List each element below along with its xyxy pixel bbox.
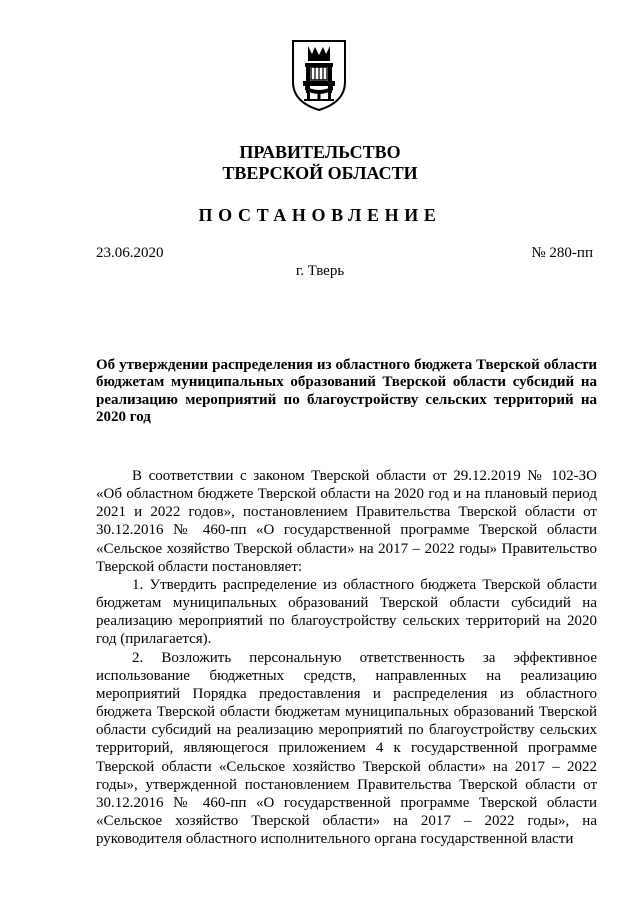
document-city: г. Тверь (295, 263, 345, 279)
coat-of-arms-icon (290, 38, 348, 112)
document-type: ПОСТАНОВЛЕНИЕ (198, 205, 442, 225)
document-title: Об утверждении распределения из областного бюджета Тверской области бюджетам муниципальных образований Тверской области субсидий на реализацию мероприятий по благоустройству сельских территорий на 2020 год (96, 357, 597, 426)
org-line-1: ПРАВИТЕЛЬСТВО (239, 142, 401, 162)
org-line-2: ТВЕРСКОЙ ОБЛАСТИ (222, 163, 418, 183)
document-date: 23.06.2020 (96, 245, 164, 261)
organization-name (0, 142, 640, 184)
paragraph-item-1: 1. Утвердить распределение из областного бюджета Тверской области бюджетам муниципальных образований Тверской области субсидий на реализацию мероприятий по благоустройству сельских территорий на 2020 год (прилагается). (96, 576, 597, 648)
document-number: № 280-пп (531, 245, 593, 261)
paragraph-item-2: 2. Возложить персональную ответственность за эффективное использование бюджетных средств, направленных на реализацию мероприятий Порядка предоставления и распределения из областного бюджета Тверской области бюджетам муниципальных образований Тверской области субсидий на реализацию мероприятий по благоустройству сельских территорий, являющегося приложением 4 к государственной программе Тверской области «Сельское хозяйство Тверской области» на 2017 – 2022 годы», утвержденной постановлением Правительства Тверской области от 30.12.2016 № 460-пп «О государственной программе Тверской области «Сельское хозяйство Тверской области» на 2017 – 2022 годы», на руководителя областного исполнительного органа государственной власти (96, 649, 597, 848)
paragraph-preamble: В соответствии с законом Тверской области от 29.12.2019 № 102-ЗО «Об областном бюджете Тверской области на 2020 год и на плановый период 2021 и 2022 годов», постановлением Правительства Тверской области от 30.12.2016 № 460-пп «О государственной программе Тверской области «Сельское хозяйство Тверской области» на 2017 – 2022 годы» Правительство Тверской области постановляет: (96, 468, 597, 575)
document-body (96, 467, 597, 848)
